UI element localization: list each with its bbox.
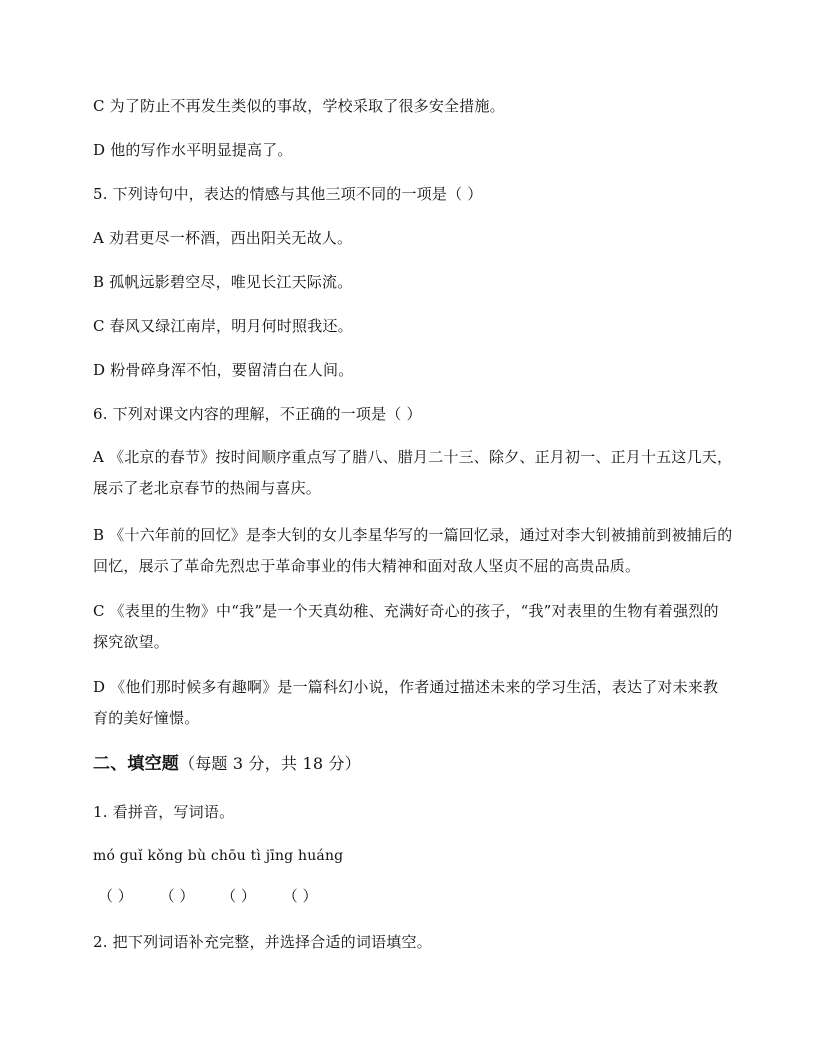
question-6-option-c: C 《表里的生物》中“我”是一个天真幼稚、充满好奇心的孩子，“我”对表里的生物有着强烈的探究欲望。 xyxy=(93,602,719,651)
section-2-score-note: （每题 3 分，共 18 分） xyxy=(179,754,361,773)
question-6-option-b: B 《十六年前的回忆》是李大钊的女儿李星华写的一篇回忆录，通过对李大钊被捕前到被捕后的回忆，展示了革命先烈忠于革命事业的伟大精神和面对敌人坚贞不屈的高贵品质。 xyxy=(93,526,733,575)
pinyin-prompt: mó guǐ kǒng bù chōu tì jīng huáng xyxy=(93,848,344,864)
question-6-option-a: A 《北京的春节》按时间顺序重点写了腊八、腊月二十三、除夕、正月初一、正月十五这几天，展示了老北京春节的热闹与喜庆。 xyxy=(93,448,733,497)
answer-blank-1[interactable]: （ ） xyxy=(98,887,133,905)
question-5-option-b: B 孤帆远影碧空尽，唯见长江天际流。 xyxy=(93,273,353,291)
question-5-option-c: C 春风又绿江南岸，明月何时照我还。 xyxy=(93,317,353,335)
question-5: 5. 下列诗句中，表达的情感与其他三项不同的一项是（ ） xyxy=(93,185,483,203)
fill-question-1: 1. 看拼音，写词语。 xyxy=(93,803,235,821)
answer-blanks xyxy=(98,886,339,906)
question-5-option-a: A 劝君更尽一杯酒，西出阳关无故人。 xyxy=(93,229,353,247)
option-d-previous: D 他的写作水平明显提高了。 xyxy=(93,141,293,159)
question-5-option-d: D 粉骨碎身浑不怕，要留清白在人间。 xyxy=(93,361,354,379)
question-6-option-d: D 《他们那时候多有趣啊》是一篇科幻小说，作者通过描述未来的学习生活，表达了对未来教育的美好憧憬。 xyxy=(93,678,719,727)
answer-blank-4[interactable]: （ ） xyxy=(282,887,318,905)
question-6: 6. 下列对课文内容的理解，不正确的一项是（ ） xyxy=(93,405,422,423)
section-2-heading xyxy=(93,753,733,775)
section-2-title: 二、填空题 xyxy=(93,754,179,774)
option-c-previous: C 为了防止不再发生类似的事故，学校采取了很多安全措施。 xyxy=(93,97,505,115)
fill-question-2: 2. 把下列词语补充完整，并选择合适的词语填空。 xyxy=(93,933,432,951)
answer-blank-2[interactable]: （ ） xyxy=(159,887,195,905)
answer-blank-3[interactable]: （ ） xyxy=(221,887,256,905)
